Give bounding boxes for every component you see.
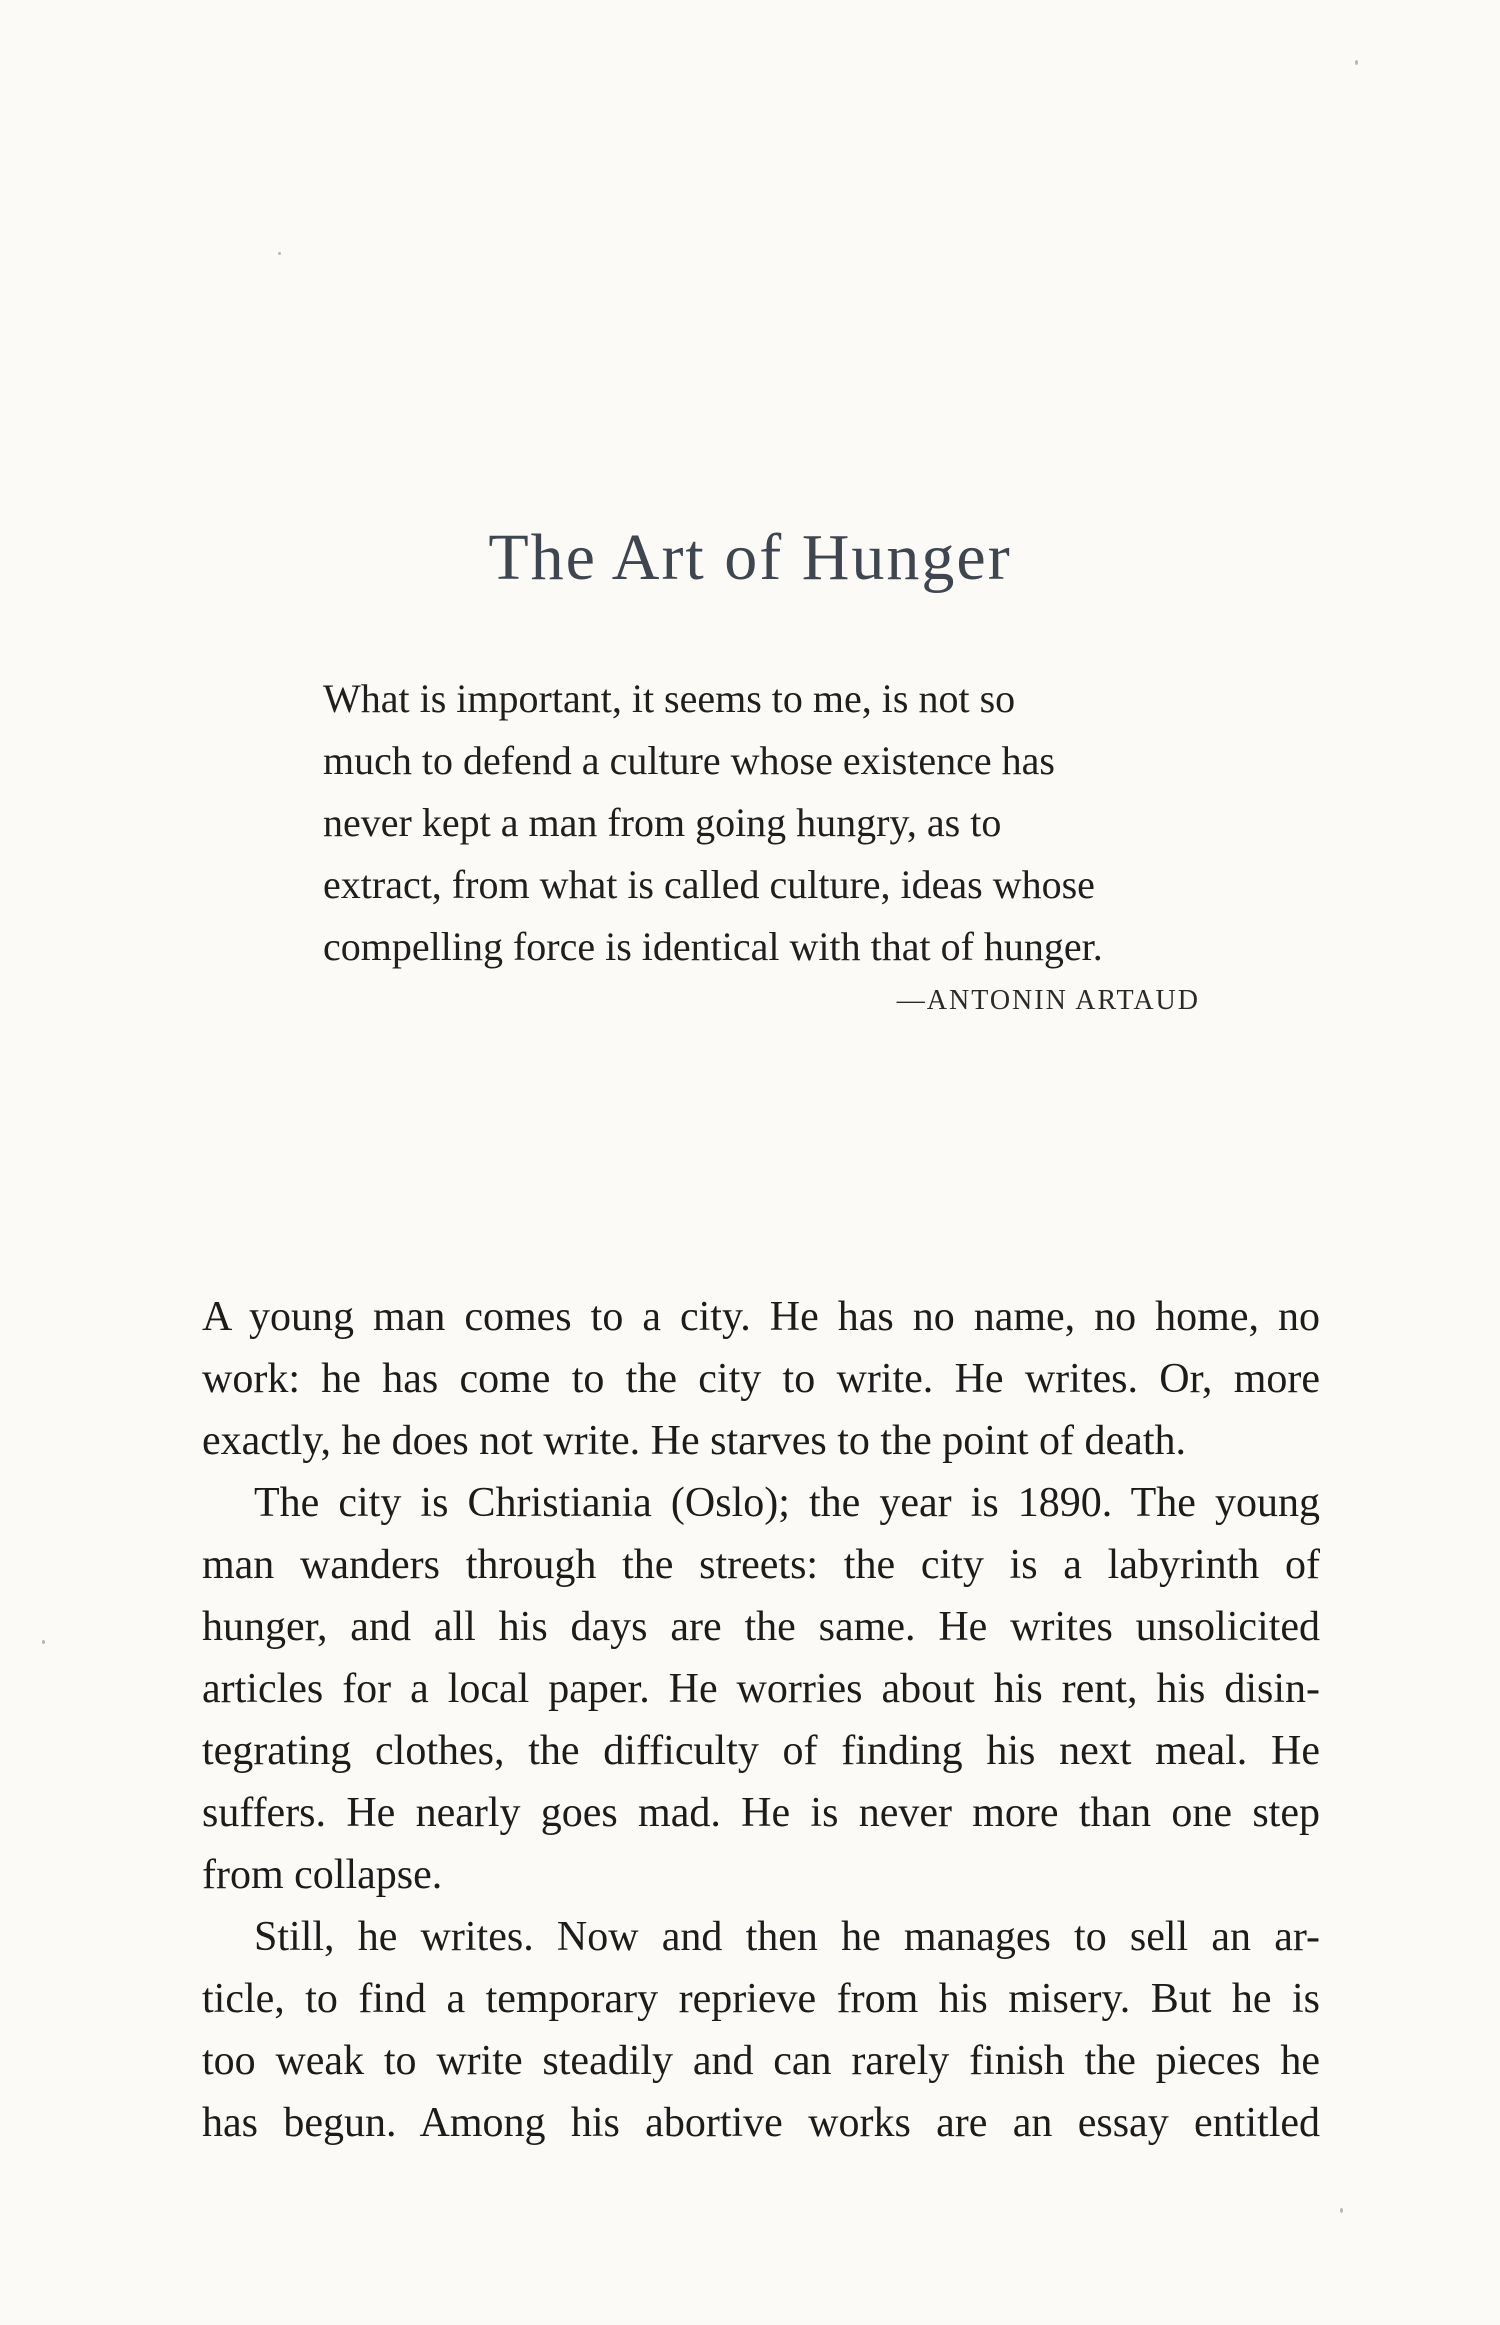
scan-speck	[42, 1640, 45, 1644]
body-line: exactly, he does not write. He starves to the point of death.	[202, 1418, 1186, 1464]
body-line: suffers. He nearly goes mad. He is never more than one step	[202, 1790, 1320, 1836]
body-line: The city is Christiania (Oslo); the year is 1890. The young	[254, 1480, 1320, 1526]
body-line: articles for a local paper. He worries about his rent, his disin-	[202, 1666, 1320, 1712]
body-line: Still, he writes. Now and then he manages to sell an ar-	[254, 1914, 1320, 1960]
body-line: work: he has come to the city to write. He writes. Or, more	[202, 1356, 1320, 1402]
epigraph-line: never kept a man from going hungry, as to	[323, 800, 1002, 845]
chapter-title: The Art of Hunger	[488, 521, 1012, 594]
body-line: from collapse.	[202, 1852, 443, 1898]
body-line: tegrating clothes, the difficulty of finding his next meal. He	[202, 1728, 1320, 1774]
body-line: ticle, to find a temporary reprieve from his misery. But he is	[202, 1976, 1320, 2022]
epigraph-line: extract, from what is called culture, ideas whose	[323, 862, 1095, 907]
scan-speck	[1340, 2208, 1343, 2213]
body-line: hunger, and all his days are the same. He writes unsolicited	[202, 1604, 1320, 1650]
epigraph-line: compelling force is identical with that of hunger.	[323, 924, 1103, 969]
body-line: A young man comes to a city. He has no name, no home, no	[202, 1294, 1320, 1340]
epigraph-line: much to defend a culture whose existence has	[323, 738, 1055, 783]
body-line: has begun. Among his abortive works are an essay entitled	[202, 2100, 1320, 2146]
scan-speck	[1355, 60, 1358, 65]
body-line: man wanders through the streets: the city is a labyrinth of	[202, 1542, 1320, 1588]
scan-speck	[278, 252, 281, 255]
epigraph-attribution: —ANTONIN ARTAUD	[896, 985, 1200, 1016]
epigraph	[323, 668, 1223, 978]
body-line: too weak to write steadily and can rarely finish the pieces he	[202, 2038, 1320, 2084]
epigraph-line: What is important, it seems to me, is not so	[323, 676, 1016, 721]
body-text	[202, 1286, 1320, 2154]
